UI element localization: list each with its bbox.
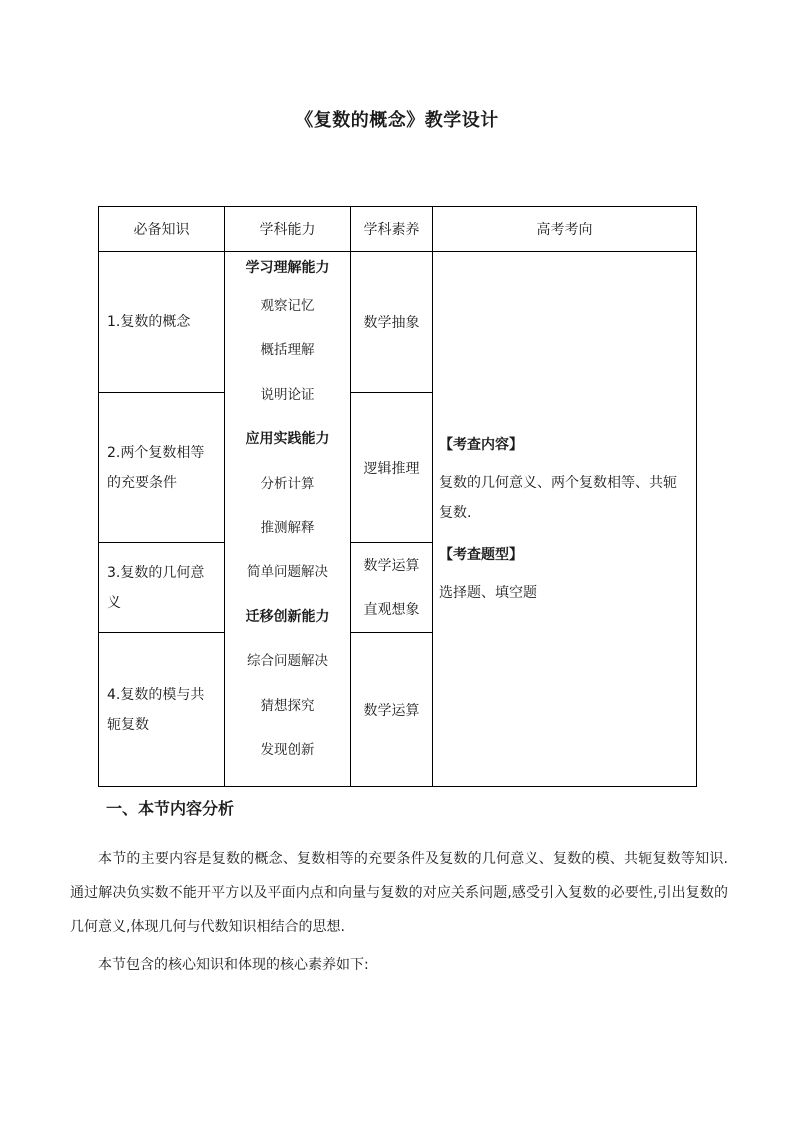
exam-type-label: 【考查题型】: [439, 547, 523, 563]
header-cell: 学科能力: [225, 207, 351, 252]
ability-item: 推测解释: [260, 519, 315, 536]
header-cell: 高考考向: [433, 207, 697, 252]
literacy-item: 数学运算: [363, 557, 420, 574]
document-title: 《复数的概念》教学设计: [295, 110, 499, 131]
table-header-row: [99, 207, 697, 252]
ability-item: 简单问题解决: [247, 564, 328, 581]
ability-cell: [225, 252, 351, 787]
ability-category: 学习理解能力: [245, 260, 330, 276]
literacy-cell: 数学抽象: [351, 252, 433, 393]
ability-item: 猜想探究: [260, 697, 315, 714]
exam-type-text: 选择题、填空题: [439, 585, 537, 601]
ability-item: 发现创新: [260, 741, 315, 758]
knowledge-cell: 4.复数的模与共轭复数: [99, 633, 225, 787]
literacy-cell: 逻辑推理: [351, 393, 433, 543]
ability-category: 迁移创新能力: [245, 608, 330, 625]
ability-item: 综合问题解决: [247, 653, 328, 670]
header-cell: 学科素养: [351, 207, 433, 252]
literacy-cell: [351, 543, 433, 633]
exam-content-label: 【考查内容】: [439, 437, 523, 453]
ability-list: [225, 252, 350, 772]
ability-item: 概括理解: [260, 342, 315, 359]
header-cell: 必备知识: [99, 207, 225, 252]
ability-category: 应用实践能力: [245, 431, 330, 448]
exam-content-text: 复数的几何意义、两个复数相等、共轭复数.: [439, 475, 677, 521]
knowledge-cell: 3.复数的几何意义: [99, 543, 225, 633]
section-paragraph: 本节包含的核心知识和体现的核心素养如下:: [98, 957, 369, 973]
knowledge-cell: 2.两个复数相等的充要条件: [99, 393, 225, 543]
knowledge-cell: 1.复数的概念: [99, 252, 225, 393]
section-heading: 一、本节内容分析: [106, 799, 235, 818]
section-paragraph: 本节的主要内容是复数的概念、复数相等的充要条件及复数的几何意义、复数的模、共轭复数等知识.通过解决负实数不能开平方以及平面内点和向量与复数的对应关系问题,感受引入复数的必要性,引出复数的几何意义,体现几何与代数知识相结合的思想.: [70, 851, 728, 935]
ability-item: 说明论证: [260, 386, 315, 403]
table-row: [99, 252, 697, 393]
knowledge-table: [98, 206, 697, 787]
ability-item: 观察记忆: [260, 298, 315, 314]
exam-cell: [433, 252, 697, 787]
ability-item: 分析计算: [260, 475, 315, 492]
literacy-cell: 数学运算: [351, 633, 433, 787]
literacy-item: 直观想象: [363, 601, 420, 618]
